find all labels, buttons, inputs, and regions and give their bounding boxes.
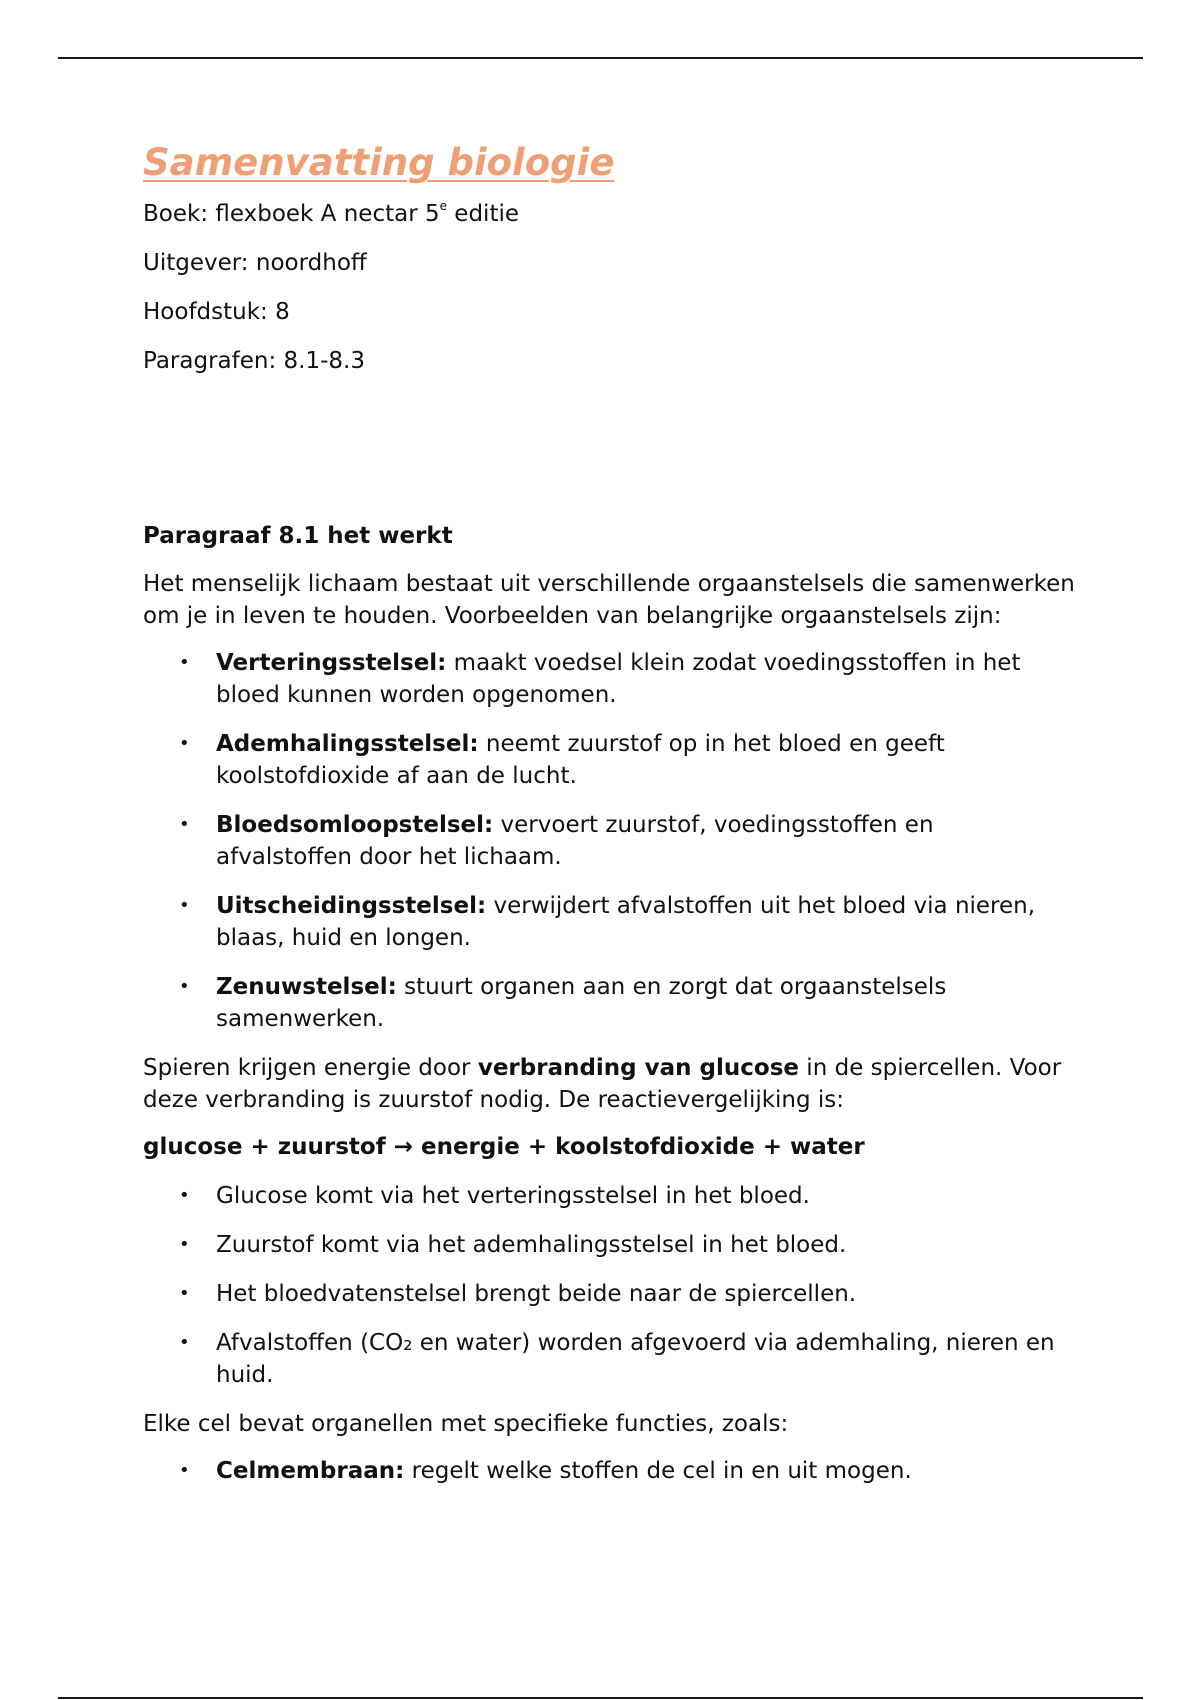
list-item-text: verwijdert afvalstoffen uit het bloed via nieren, blaas, huid en longen.: [216, 893, 1036, 951]
list-item: [143, 890, 1056, 954]
list-item: [143, 1327, 1056, 1391]
spacer: [143, 394, 1083, 520]
cell-intro-paragraph: Elke cel bevat organellen met specifieke functies, zoals:: [143, 1411, 789, 1437]
bullet-icon: •: [179, 1185, 190, 1206]
list-item: [143, 1180, 1056, 1212]
energy-points-list: [143, 1180, 1083, 1391]
bullet-icon: •: [179, 895, 190, 916]
organ-systems-list: [143, 647, 1083, 1035]
meta-book-label: Boek: flexboek A nectar 5: [143, 201, 440, 227]
list-item: [143, 647, 1056, 711]
list-item-text: Afvalstoffen (CO₂ en water) worden afgevoerd via ademhaling, nieren en huid.: [216, 1330, 1055, 1388]
list-item-text: vervoert zuurstof, voedingsstoffen en afvalstoffen door het lichaam.: [216, 812, 934, 870]
energy-highlight: verbranding van glucose: [477, 1055, 799, 1081]
list-item: [143, 1229, 1056, 1261]
list-item: [143, 809, 1056, 873]
list-item: [143, 728, 1056, 792]
intro-paragraph: Het menselijk lichaam bestaat uit verschillende orgaanstelsels die samenwerken om je in leven te houden. Voorbeelden van belangrijke orgaanstelsels zijn:: [143, 571, 1075, 629]
energy-paragraph: [143, 1052, 1083, 1116]
top-divider: [58, 57, 1143, 59]
list-item-term: Verteringsstelsel:: [216, 650, 447, 676]
list-item: [143, 1278, 1056, 1310]
meta-book: [143, 198, 1083, 230]
list-item-term: Bloedsomloopstelsel:: [216, 812, 494, 838]
document-body: [143, 138, 1083, 1504]
reaction-equation: glucose + zuurstof → energie + koolstofdioxide + water: [143, 1134, 865, 1160]
list-item-text: maakt voedsel klein zodat voedingsstoffen in het bloed kunnen worden opgenomen.: [216, 650, 1021, 708]
list-item-term: Zenuwstelsel:: [216, 974, 397, 1000]
meta-chapter: Hoofdstuk: 8: [143, 299, 290, 325]
meta-book-superscript: e: [439, 199, 447, 213]
list-item-text: stuurt organen aan en zorgt dat orgaanstelsels samenwerken.: [216, 974, 947, 1032]
bullet-icon: •: [179, 1332, 190, 1353]
energy-text-end: in de spiercellen. Voor deze verbranding is zuurstof nodig. De reactievergelijking is:: [143, 1055, 1062, 1113]
meta-paragraphs: Paragrafen: 8.1-8.3: [143, 348, 365, 374]
document-title: Samenvatting biologie: [143, 141, 615, 184]
bullet-icon: •: [179, 976, 190, 997]
list-item-text: Zuurstof komt via het ademhalingsstelsel in het bloed.: [216, 1232, 847, 1258]
list-item-text: Glucose komt via het verteringsstelsel in het bloed.: [216, 1183, 810, 1209]
bullet-icon: •: [179, 814, 190, 835]
bullet-icon: •: [179, 733, 190, 754]
bullet-icon: •: [179, 652, 190, 673]
list-item-term: Ademhalingsstelsel:: [216, 731, 479, 757]
meta-publisher: Uitgever: noordhoff: [143, 250, 367, 276]
bottom-divider: [58, 1697, 1143, 1699]
list-item-term: Celmembraan:: [216, 1458, 405, 1484]
bullet-icon: •: [179, 1460, 190, 1481]
bullet-icon: •: [179, 1234, 190, 1255]
list-item-text: neemt zuurstof op in het bloed en geeft koolstofdioxide af aan de lucht.: [216, 731, 945, 789]
list-item-term: Uitscheidingsstelsel:: [216, 893, 487, 919]
organelles-list: [143, 1455, 1083, 1487]
bullet-icon: •: [179, 1283, 190, 1304]
meta-book-suffix: editie: [447, 201, 520, 227]
list-item: [143, 971, 1056, 1035]
section-heading: Paragraaf 8.1 het werkt: [143, 523, 453, 549]
list-item-text: Het bloedvatenstelsel brengt beide naar de spiercellen.: [216, 1281, 857, 1307]
list-item-text: regelt welke stoffen de cel in en uit mogen.: [404, 1458, 912, 1484]
list-item: [143, 1455, 1056, 1487]
energy-text-start: Spieren krijgen energie door: [143, 1055, 478, 1081]
